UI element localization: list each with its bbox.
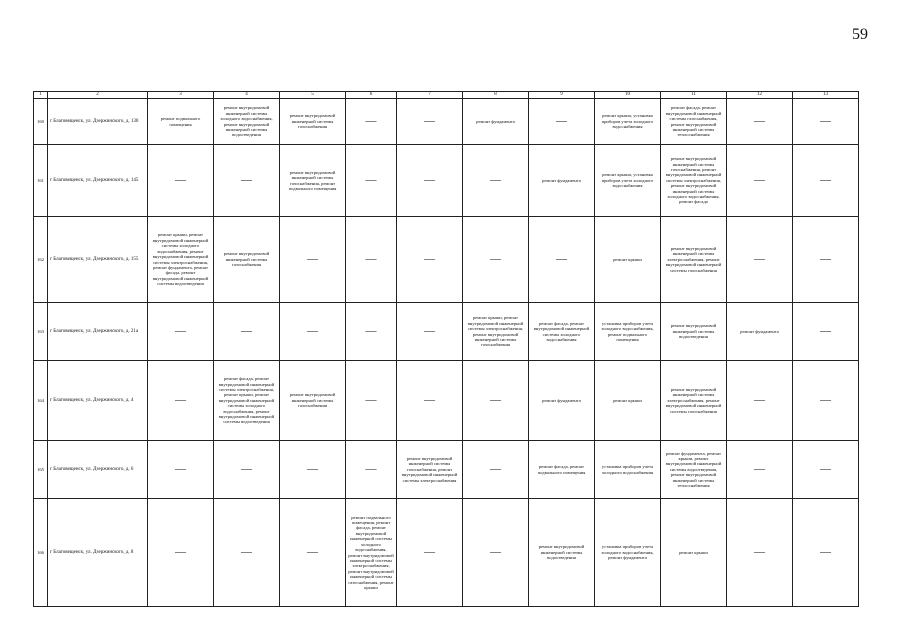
table-row bbox=[34, 499, 859, 607]
works-cell: — bbox=[148, 499, 214, 607]
address-cell: г Благовещенск, ул. Дзержинского, д. 130 bbox=[48, 99, 148, 145]
works-cell: ремонт крыши bbox=[661, 499, 727, 607]
works-cell: — bbox=[280, 303, 346, 361]
works-cell: ремонт фасада, ремонт внутридомовой инженерной системы холодного водоснабжения bbox=[529, 303, 595, 361]
works-cell: ремонт крыши bbox=[595, 217, 661, 303]
works-cell: — bbox=[397, 303, 463, 361]
works-cell: — bbox=[793, 441, 859, 499]
works-cell: — bbox=[727, 361, 793, 441]
works-cell: ремонт внутридомовой инженерной системы газоснабжения bbox=[214, 217, 280, 303]
works-cell: — bbox=[463, 217, 529, 303]
works-cell: — bbox=[463, 499, 529, 607]
row-number-cell: 166 bbox=[34, 499, 48, 607]
header-cell: 5 bbox=[280, 92, 346, 99]
works-cell: ремонт внутридомовой инженерной системы газоснабжения, ремонт подвального помещения bbox=[280, 145, 346, 217]
works-cell: ремонт крыши, установка приборов учета холодного водоснабжения bbox=[595, 145, 661, 217]
works-cell: — bbox=[148, 361, 214, 441]
works-cell: — bbox=[727, 145, 793, 217]
works-cell: — bbox=[793, 145, 859, 217]
works-cell: — bbox=[463, 145, 529, 217]
works-cell: ремонт внутридомовой инженерной системы холодного водоснабжения, ремонт внутридомовой инженерной системы водоотведения bbox=[214, 99, 280, 145]
works-cell: — bbox=[727, 441, 793, 499]
works-cell: ремонт крыши bbox=[595, 361, 661, 441]
works-cell: — bbox=[529, 99, 595, 145]
table-row bbox=[34, 217, 859, 303]
header-cell: 12 bbox=[727, 92, 793, 99]
address-cell: г Благовещенск, ул. Дзержинского, д. 145 bbox=[48, 145, 148, 217]
works-cell: ремонт внутридомовой инженерной системы газоснабжения bbox=[280, 361, 346, 441]
repair-schedule-table bbox=[33, 91, 859, 607]
works-cell: ремонт фундамента, ремонт крыши, ремонт внутридомовой инженерной системы водоотведения, ремонт внутридомовой инженерной системы теплоснабжения bbox=[661, 441, 727, 499]
works-cell: установка приборов учета холодного водоснабжения bbox=[595, 441, 661, 499]
works-cell: — bbox=[793, 361, 859, 441]
works-cell: ремонт фасада, ремонт внутридомовой инженерной системы газоснабжения, ремонт внутридомовой инженерной системы теплоснабжения bbox=[661, 99, 727, 145]
table-row bbox=[34, 361, 859, 441]
row-number-cell: 160 bbox=[34, 99, 48, 145]
works-cell: — bbox=[280, 499, 346, 607]
works-cell: — bbox=[148, 145, 214, 217]
address-cell: г Благовещенск, ул. Дзержинского, д. 4 bbox=[48, 361, 148, 441]
column-number-row bbox=[34, 92, 859, 99]
works-cell: — bbox=[463, 441, 529, 499]
works-cell: — bbox=[346, 217, 397, 303]
works-cell: — bbox=[214, 145, 280, 217]
header-cell: 8 bbox=[463, 92, 529, 99]
works-cell: — bbox=[346, 361, 397, 441]
works-cell: — bbox=[214, 303, 280, 361]
header-cell: 11 bbox=[661, 92, 727, 99]
header-cell: 6 bbox=[346, 92, 397, 99]
works-cell: ремонт фасада, ремонт подвального помещения bbox=[529, 441, 595, 499]
works-cell: — bbox=[148, 303, 214, 361]
works-cell: ремонт внутридомовой инженерной системы газоснабжения bbox=[280, 99, 346, 145]
works-cell: — bbox=[280, 441, 346, 499]
header-cell: 3 bbox=[148, 92, 214, 99]
works-cell: ремонт подвального помещения, ремонт фасада, ремонт внутридомовой инженерной системы холодного водоснабжения, ремонт внутридомовой инженерной системы электроснабжения, ремонт внутридомовой инженерной системы газоснабжения, ремонт крыши bbox=[346, 499, 397, 607]
works-cell: ремонт фундамента bbox=[529, 145, 595, 217]
works-cell: — bbox=[346, 441, 397, 499]
works-cell: — bbox=[346, 99, 397, 145]
works-cell: ремонт крыши, установка приборов учета холодного водоснабжения bbox=[595, 99, 661, 145]
address-cell: г Благовещенск, ул. Дзержинского, д. 21а bbox=[48, 303, 148, 361]
address-cell: г Благовещенск, ул. Дзержинского, д. 6 bbox=[48, 441, 148, 499]
header-cell: 1 bbox=[34, 92, 48, 99]
works-cell: — bbox=[463, 361, 529, 441]
works-cell: ремонт внутридомовой инженерной системы водоотведения bbox=[661, 303, 727, 361]
works-cell: — bbox=[346, 303, 397, 361]
works-cell: — bbox=[397, 145, 463, 217]
works-cell: установка приборов учета холодного водоснабжения, ремонт фундамента bbox=[595, 499, 661, 607]
works-cell: ремонт крыши, ремонт внутридомовой инженерной системы электроснабжения, ремонт внутридомовой инженерной системы газоснабжения bbox=[463, 303, 529, 361]
works-cell: ремонт внутридомовой инженерной системы электроснабжения, ремонт внутридомовой инженерной системы газоснабжения bbox=[661, 217, 727, 303]
works-cell: ремонт внутридомовой инженерной системы газоснабжения, ремонт внутридомовой инженерной системы электроснабжения, ремонт внутридомовой инженерной системы холодного водоснабжения, ремонт фасада bbox=[661, 145, 727, 217]
works-cell: ремонт внутридомовой инженерной системы газоснабжения, ремонт внутридомовой инженерной системы электроснабжения bbox=[397, 441, 463, 499]
header-cell: 9 bbox=[529, 92, 595, 99]
works-cell: — bbox=[280, 217, 346, 303]
works-cell: ремонт фундамента bbox=[529, 361, 595, 441]
row-number-cell: 161 bbox=[34, 145, 48, 217]
header-cell: 4 bbox=[214, 92, 280, 99]
works-cell: — bbox=[214, 441, 280, 499]
header-cell: 10 bbox=[595, 92, 661, 99]
works-cell: ремонт крыши, ремонт внутридомовой инженерной системы холодного водоснабжения, ремонт внутридомовой инженерной системы электроснабжения, ремонт фундамента, ремонт фасада, ремонт внутридомовой инженерной системы водоотведения bbox=[148, 217, 214, 303]
table-row bbox=[34, 99, 859, 145]
address-cell: г Благовещенск, ул. Дзержинского, д. 8 bbox=[48, 499, 148, 607]
works-cell: — bbox=[397, 99, 463, 145]
works-cell: — bbox=[727, 217, 793, 303]
works-cell: ремонт внутридомовой инженерной системы электроснабжения, ремонт внутридомовой инженерной системы газоснабжения bbox=[661, 361, 727, 441]
works-cell: — bbox=[397, 217, 463, 303]
row-number-cell: 165 bbox=[34, 441, 48, 499]
works-cell: ремонт внутридомовой инженерной системы водоотведения bbox=[529, 499, 595, 607]
works-cell: — bbox=[793, 99, 859, 145]
page-number: 59 bbox=[852, 26, 868, 43]
works-cell: — bbox=[214, 499, 280, 607]
works-cell: — bbox=[529, 217, 595, 303]
works-cell: установка приборов учета холодного водоснабжения, ремонт подвального помещения bbox=[595, 303, 661, 361]
works-cell: — bbox=[793, 499, 859, 607]
works-cell: ремонт фасада, ремонт внутридомовой инженерной системы электроснабжения, ремонт крыши, ремонт внутридомовой инженерной системы холодного водоснабжения, ремонт внутридомовой инженерной системы водоотведения bbox=[214, 361, 280, 441]
works-cell: — bbox=[727, 499, 793, 607]
table-row bbox=[34, 303, 859, 361]
works-cell: — bbox=[793, 303, 859, 361]
works-cell: ремонт фундамента bbox=[727, 303, 793, 361]
table-row bbox=[34, 441, 859, 499]
works-cell: ремонт фундамента bbox=[463, 99, 529, 145]
header-cell: 2 bbox=[48, 92, 148, 99]
works-cell: — bbox=[397, 361, 463, 441]
header-cell: 7 bbox=[397, 92, 463, 99]
works-cell: — bbox=[148, 441, 214, 499]
works-cell: ремонт подвального помещения bbox=[148, 99, 214, 145]
works-cell: — bbox=[397, 499, 463, 607]
header-cell: 13 bbox=[793, 92, 859, 99]
works-cell: — bbox=[346, 145, 397, 217]
works-cell: — bbox=[793, 217, 859, 303]
row-number-cell: 162 bbox=[34, 217, 48, 303]
works-cell: — bbox=[727, 99, 793, 145]
table-row bbox=[34, 145, 859, 217]
row-number-cell: 163 bbox=[34, 303, 48, 361]
row-number-cell: 164 bbox=[34, 361, 48, 441]
address-cell: г Благовещенск, ул. Дзержинского, д. 155 bbox=[48, 217, 148, 303]
